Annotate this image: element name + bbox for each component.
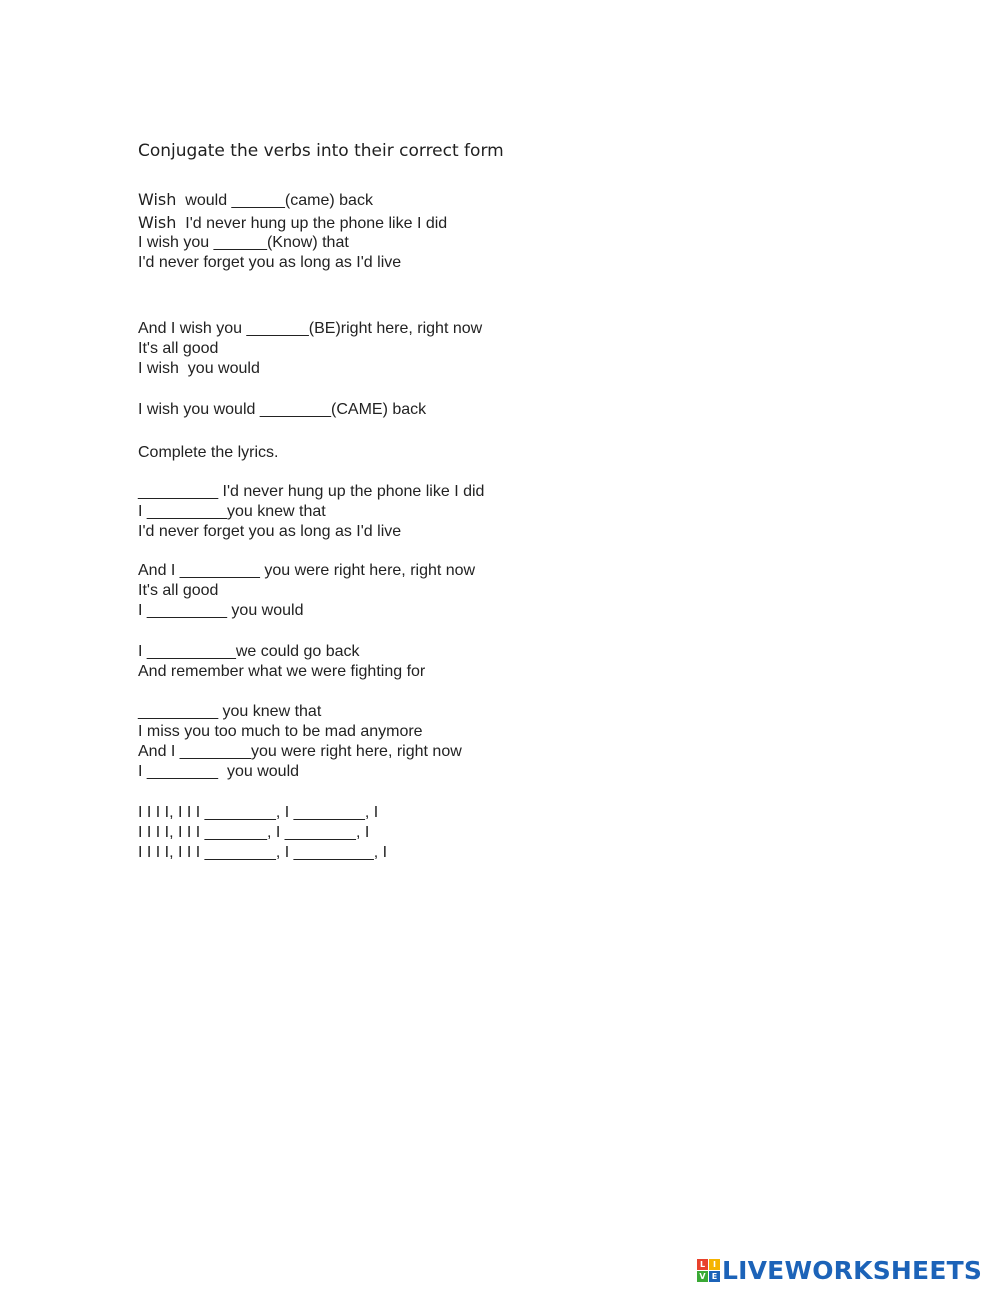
exercise-line [138, 190, 698, 210]
lyric-line: I I I I, I I I _______, I ________, I [138, 824, 370, 841]
lyric-line: And remember what we were fighting for [138, 663, 426, 680]
lyric-line: It's all good [138, 582, 219, 599]
exercise-line: I wish you would [138, 360, 260, 377]
lyric-line: I __________we could go back [138, 643, 360, 660]
line-text: would ______(came) back [176, 192, 373, 209]
exercise-line: It's all good [138, 340, 219, 357]
logo-block: V [697, 1271, 708, 1282]
lyric-line: And I _________ you were right here, right now [138, 562, 476, 579]
line-text: I'd never forget you as long as I'd live [138, 254, 402, 271]
instruction [138, 443, 698, 463]
lyrics-verse-1 [138, 482, 698, 542]
liveworksheets-logo [697, 1253, 982, 1287]
lyric-line: I I I I, I I I ________, I ________, I [138, 804, 379, 821]
instruction-text: Complete the lyrics. [138, 444, 279, 461]
lyrics-verse-2 [138, 561, 698, 621]
lyric-line: I _________you knew that [138, 503, 326, 520]
logo-block: L [697, 1259, 708, 1270]
logo-text: LIVEWORKSHEETS [722, 1255, 983, 1285]
line-text: I wish you ______(Know) that [138, 234, 349, 251]
exercise-line [138, 233, 698, 253]
lyric-line: I _________ you would [138, 602, 304, 619]
lyric-line: I ________ you would [138, 763, 300, 780]
logo-block: I [709, 1259, 720, 1270]
line-lead-word: Wish [138, 190, 177, 209]
lyric-line: I miss you too much to be mad anymore [138, 723, 423, 740]
exercise-part-1 [138, 190, 698, 273]
logo-blocks-icon [697, 1259, 720, 1282]
exercise-line [138, 213, 698, 233]
exercise-part-2 [138, 319, 698, 379]
exercise-line: I wish you would ________(CAME) back [138, 401, 427, 418]
lyric-line: _________ you knew that [138, 703, 322, 720]
logo-block: E [709, 1271, 720, 1282]
line-lead-word: Wish [138, 213, 177, 232]
lyric-line: _________ I'd never hung up the phone like I did [138, 483, 485, 500]
lyrics-verse-4 [138, 702, 698, 782]
lyric-line: I'd never forget you as long as I'd live [138, 523, 402, 540]
lyric-line: And I ________you were right here, right now [138, 743, 462, 760]
exercise-line [138, 253, 698, 273]
exercise-line: And I wish you _______(BE)right here, right now [138, 320, 483, 337]
lyrics-verse-3 [138, 642, 698, 682]
exercise-part-3 [138, 400, 698, 420]
lyrics-verse-5 [138, 803, 698, 863]
page-title: Conjugate the verbs into their correct form [138, 141, 504, 161]
line-text: I'd never hung up the phone like I did [176, 215, 448, 232]
lyric-line: I I I I, I I I ________, I _________, I [138, 844, 388, 861]
